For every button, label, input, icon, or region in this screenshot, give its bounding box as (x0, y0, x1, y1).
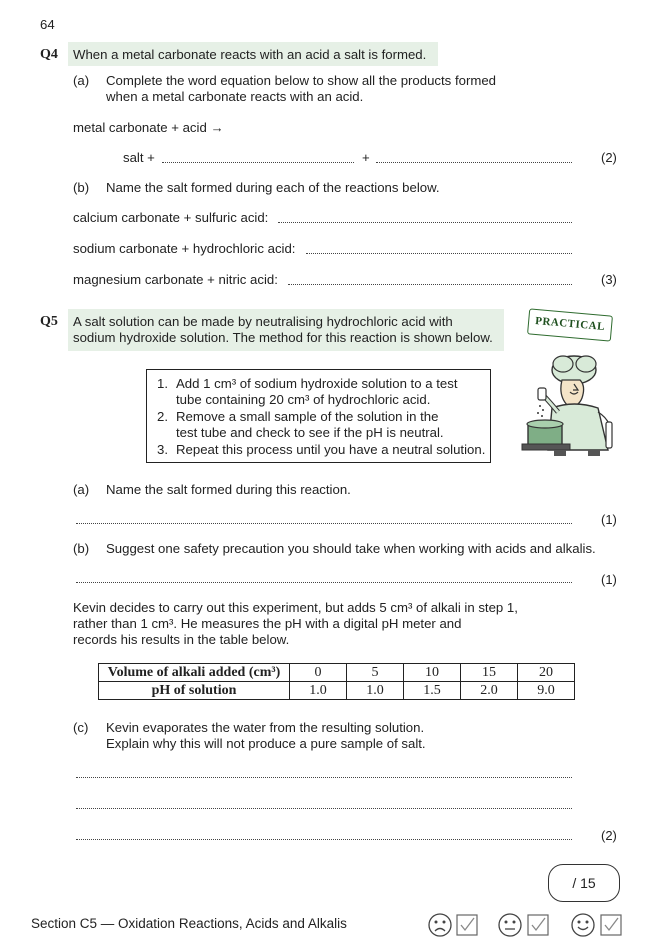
happy-face-icon[interactable] (570, 912, 596, 938)
sad-face-icon[interactable] (427, 912, 453, 938)
ph-cell: 2.0 (461, 682, 518, 700)
volume-header: Volume of alkali added (cm³) (99, 664, 290, 682)
q4a-label: (a) (73, 73, 90, 88)
q5a-text: Name the salt formed during this reaction. (106, 482, 351, 497)
method-step-2-number: 2. (157, 409, 168, 424)
method-step-3-number: 3. (157, 442, 168, 457)
q4a-answer-line-1[interactable] (162, 162, 354, 163)
q5c-answer-line-3[interactable] (76, 839, 572, 840)
q4-equation-lhs: metal carbonate + acid → (73, 120, 224, 135)
q4b-reaction-3: magnesium carbonate + nitric acid: (73, 272, 278, 287)
method-step-1-line1: Add 1 cm³ of sodium hydroxide solution to a test (176, 376, 458, 391)
footer-section-title: Section C5 — Oxidation Reactions, Acids and Alkalis (31, 916, 347, 931)
volume-cell: 0 (290, 664, 347, 682)
q5c-line1: Kevin evaporates the water from the resulting solution. (106, 720, 425, 735)
score-total: / 15 (572, 875, 596, 891)
neutral-face-icon[interactable] (497, 912, 523, 938)
ph-cell: 1.5 (404, 682, 461, 700)
kevin-line-2: rather than 1 cm³. He measures the pH with a digital pH meter and (73, 616, 462, 631)
checkbox-2-icon[interactable] (527, 914, 549, 936)
table-row (99, 664, 575, 682)
q4b-answer-line-1[interactable] (278, 222, 572, 223)
practical-badge-text: PRACTICAL (534, 314, 606, 334)
page-number: 64 (40, 17, 55, 32)
q4a-line2: when a metal carbonate reacts with an acid. (106, 89, 364, 104)
method-step-2-line2: test tube and check to see if the pH is neutral. (176, 425, 444, 440)
ph-cell: 1.0 (347, 682, 404, 700)
q5b-text: Suggest one safety precaution you should take when working with acids and alkalis. (106, 541, 596, 556)
ph-results-table (98, 663, 575, 700)
q5b-marks: (1) (601, 572, 617, 587)
checkbox-3-icon[interactable] (600, 914, 622, 936)
table-row (99, 682, 575, 700)
kevin-line-3: records his results in the table below. (73, 632, 290, 647)
q5c-label: (c) (73, 720, 89, 735)
q4-plus: + (362, 150, 370, 165)
kevin-line-1: Kevin decides to carry out this experiment, but adds 5 cm³ of alkali in step 1, (73, 600, 518, 615)
ph-cell: 1.0 (290, 682, 347, 700)
method-step-2-line1: Remove a small sample of the solution in the (176, 409, 439, 424)
q5c-answer-line-1[interactable] (76, 777, 572, 778)
q4-stem: When a metal carbonate reacts with an acid a salt is formed. (73, 47, 427, 62)
q5b-label: (b) (73, 541, 90, 556)
question-number-q5: Q5 (40, 314, 58, 329)
q5a-answer-line[interactable] (76, 523, 572, 524)
q4b-answer-line-2[interactable] (306, 253, 572, 254)
q4a-answer-line-2[interactable] (376, 162, 572, 163)
q5c-line2: Explain why this will not produce a pure sample of salt. (106, 736, 426, 751)
checkbox-1-icon[interactable] (456, 914, 478, 936)
q5-stem-line2: sodium hydroxide solution. The method for this reaction is shown below. (73, 330, 493, 345)
q4b-reaction-2: sodium carbonate + hydrochloric acid: (73, 241, 296, 256)
practical-badge (527, 308, 613, 341)
q4b-label: (b) (73, 180, 90, 195)
volume-cell: 10 (404, 664, 461, 682)
q4b-text: Name the salt formed during each of the reactions below. (106, 180, 440, 195)
method-step-1-number: 1. (157, 376, 168, 391)
volume-cell: 5 (347, 664, 404, 682)
q5c-answer-line-2[interactable] (76, 808, 572, 809)
scientist-cartoon-illustration (518, 350, 630, 458)
q5a-label: (a) (73, 482, 90, 497)
q5a-marks: (1) (601, 512, 617, 527)
q5c-marks: (2) (601, 828, 617, 843)
q5b-answer-line[interactable] (76, 582, 572, 583)
method-step-1-line2: tube containing 20 cm³ of hydrochloric acid. (176, 392, 431, 407)
q5-stem-line1: A salt solution can be made by neutralising hydrochloric acid with (73, 314, 453, 329)
score-box (548, 864, 620, 902)
volume-cell: 20 (518, 664, 575, 682)
q4b-reaction-1: calcium carbonate + sulfuric acid: (73, 210, 269, 225)
volume-cell: 15 (461, 664, 518, 682)
q4a-marks: (2) (601, 150, 617, 165)
question-number-q4: Q4 (40, 47, 58, 62)
ph-cell: 9.0 (518, 682, 575, 700)
method-step-3-line1: Repeat this process until you have a neutral solution. (176, 442, 486, 457)
q4a-line1: Complete the word equation below to show all the products formed (106, 73, 496, 88)
q4b-marks: (3) (601, 272, 617, 287)
q4b-answer-line-3[interactable] (288, 284, 572, 285)
ph-header: pH of solution (99, 682, 290, 700)
q4-salt-plus: salt + (123, 150, 155, 165)
